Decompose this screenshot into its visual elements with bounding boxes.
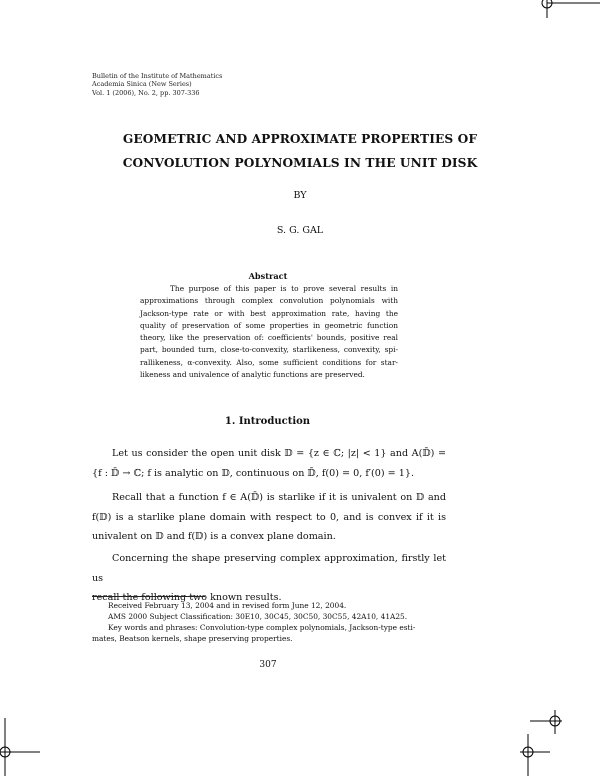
journal-info [92,72,222,97]
paragraph-line: Recall that a function f ∈ A(𝔻̄) is starlike if it is univalent on 𝔻 and [112,492,446,503]
footnotes [92,600,446,644]
abstract-heading: Abstract [248,271,288,281]
abstract-line: quality of preservation of some properties in geometric function [140,320,398,330]
paragraph-line: {f : 𝔻̄ → ℂ; f is analytic on 𝔻, continuous on 𝔻̄, f(0) = 0, f′(0) = 1}. [92,467,415,479]
paragraph-3 [92,549,446,608]
journal-series: Academia Sinica (New Series) [92,80,192,89]
author-name: S. G. GAL [276,225,324,236]
paragraph-1 [92,444,446,483]
abstract-line: The purpose of this paper is to prove several results in [170,284,398,293]
paragraph-2 [92,488,446,547]
ams-classification: AMS 2000 Subject Classification: 30E10, 30C45, 30C50, 30C55, 42A10, 41A25. [108,612,408,621]
journal-name: Bulletin of the Institute of Mathematics [92,72,223,80]
abstract-line: theory, like the preservation of: coefficients' bounds, positive real [140,333,398,343]
crop-mark-bottom-right [520,710,600,776]
abstract-line: likeness and univalence of analytic functions are preserved. [140,370,365,380]
paragraph-line: Concerning the shape preserving complex approximation, firstly let us [92,553,446,584]
page-number: 307 [259,660,277,670]
paragraph-line: f(𝔻) is a starlike plane domain with respect to 0, and is convex if it is [92,511,446,523]
paper-title-line-2: CONVOLUTION POLYNOMIALS IN THE UNIT DISK [122,156,478,170]
journal-volume: Vol. 1 (2006), No. 2, pp. 307-336 [92,88,200,97]
paragraph-line: recall the following two known results. [92,592,282,603]
crop-mark-bottom-left [0,718,40,776]
abstract-line: approximations through complex convolution polynomials with [140,296,398,306]
paper-title-line-1: GEOMETRIC AND APPROXIMATE PROPERTIES OF [122,132,478,146]
paragraph-line: Let us consider the open unit disk 𝔻 = {z ∈ ℂ; |z| < 1} and A(𝔻̄) = [112,448,446,459]
received-note: Received February 13, 2004 and in revised form June 12, 2004. [108,601,347,610]
abstract-line: part, bounded turn, close-to-convexity, starlikeness, convexity, spi- [140,345,398,355]
paragraph-line: univalent on 𝔻 and f(𝔻) is a convex plane domain. [92,531,336,542]
keywords-line: mates, Beatson kernels, shape preserving properties. [92,634,293,643]
keywords-line: Key words and phrases: Convolution-type complex polynomials, Jackson-type esti- [108,623,416,632]
crop-mark-top-right [520,0,600,20]
abstract-line: Jackson-type rate or with best approximation rate, having the [140,308,398,318]
section-heading: 1. Introduction [224,416,311,427]
footnote-rule [92,596,205,597]
abstract-line: rallikeness, α-convexity. Also, some sufficient conditions for star- [140,357,398,367]
abstract-text [140,283,398,381]
by-label: BY [293,190,307,201]
